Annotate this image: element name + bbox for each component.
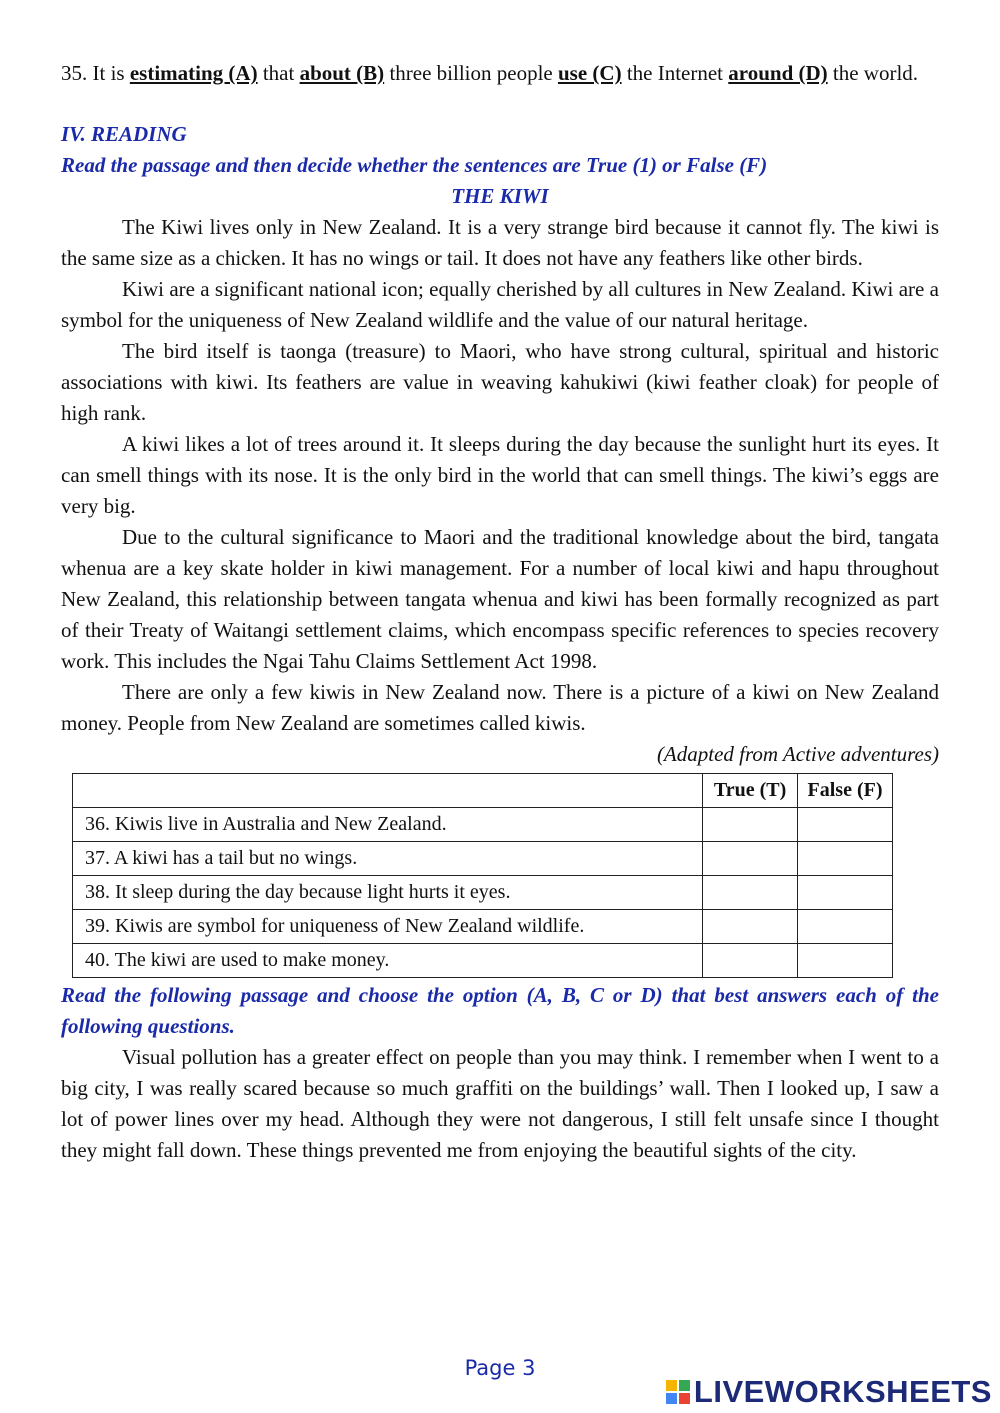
passage-paragraph: There are only a few kiwis in New Zealand now. There is a picture of a kiwi on New Zealand money. People from New Zealand are sometimes called kiwis. (61, 680, 939, 735)
q35-text-2: three billion people (389, 61, 553, 85)
question-35 (61, 58, 939, 89)
reading2-paragraph: Visual pollution has a greater effect on people than you may think. I remember when I went to a big city, I was really scared because so much graffiti on the buildings’ wall. Then I looked up, I saw a lot of power lines over my head. Although they were not dangerous, I still felt unsafe since I thought they might fall down. These things prevented me from enjoying the beautiful sights of the city. (61, 1045, 939, 1162)
q35-option-a[interactable]: estimating (A) (129, 61, 258, 85)
table-header-row (73, 774, 893, 808)
logo-square-green (679, 1380, 690, 1391)
table-row (73, 910, 893, 944)
answer-true-box[interactable] (703, 910, 798, 944)
table-row (73, 944, 893, 978)
passage-title: THE KIWI (451, 184, 549, 208)
liveworksheets-logo[interactable] (666, 1374, 992, 1410)
reading-instruction: Read the passage and then decide whether the sentences are True (1) or False (F) (61, 153, 768, 177)
table-row (73, 808, 893, 842)
q35-text-3: the Internet (626, 61, 724, 85)
answer-true-box[interactable] (703, 842, 798, 876)
answer-false-box[interactable] (798, 944, 893, 978)
answer-false-box[interactable] (798, 808, 893, 842)
logo-mark-icon (666, 1380, 690, 1404)
answer-true-box[interactable] (703, 808, 798, 842)
statement-39: 39. Kiwis are symbol for uniqueness of New Zealand wildlife. (73, 910, 703, 944)
table-row (73, 876, 893, 910)
passage-paragraph: Kiwi are a significant national icon; equally cherished by all cultures in New Zealand. Kiwi are a symbol for the uniqueness of New Zealand wildlife and the value of our natural heritage. (61, 277, 939, 332)
answer-false-box[interactable] (798, 876, 893, 910)
q35-option-d[interactable]: around (D) (728, 61, 828, 85)
passage-paragraph: A kiwi likes a lot of trees around it. It sleeps during the day because the sunlight hurt its eyes. It can smell things with its nose. It is the only bird in the world that can smell things. The kiwi’s eggs are very big. (61, 432, 939, 518)
passage-source: (Adapted from Active adventures) (656, 742, 939, 766)
header-statement (73, 774, 703, 808)
statement-36: 36. Kiwis live in Australia and New Zealand. (73, 808, 703, 842)
q35-text-4: the world. (832, 61, 919, 85)
q35-lead: 35. It is (61, 61, 125, 85)
answer-true-box[interactable] (703, 944, 798, 978)
statement-37: 37. A kiwi has a tail but no wings. (73, 842, 703, 876)
worksheet-page (61, 58, 939, 1166)
statement-38: 38. It sleep during the day because light hurts it eyes. (73, 876, 703, 910)
answer-false-box[interactable] (798, 842, 893, 876)
q35-text-1: that (262, 61, 295, 85)
header-false: False (F) (798, 774, 893, 808)
reading2-instruction: Read the following passage and choose the option (A, B, C or D) that best answers each of the following questions. (61, 983, 939, 1038)
true-false-table (72, 773, 893, 978)
passage-paragraph: The Kiwi lives only in New Zealand. It is a very strange bird because it cannot fly. The kiwi is the same size as a chicken. It has no wings or tail. It does not have any feathers like other birds. (61, 215, 939, 270)
logo-square-red (679, 1393, 690, 1404)
answer-false-box[interactable] (798, 910, 893, 944)
logo-wordmark: LIVEWORKSHEETS (693, 1374, 992, 1409)
section-title: IV. READING (61, 122, 187, 146)
passage-paragraph: Due to the cultural significance to Maori and the traditional knowledge about the bird, tangata whenua are a key skate holder in kiwi management. For a number of local kiwi and hapu throughout New Zealand, this relationship between tangata whenua and kiwi has been formally recognized as part of their Treaty of Waitangi settlement claims, which encompass specific references to species recovery work. This includes the Ngai Tahu Claims Settlement Act 1998. (61, 525, 939, 673)
header-true: True (T) (703, 774, 798, 808)
q35-option-c[interactable]: use (C) (557, 61, 622, 85)
table-row (73, 842, 893, 876)
logo-square-yellow (666, 1380, 677, 1391)
passage-paragraph: The bird itself is taonga (treasure) to Maori, who have strong cultural, spiritual and historic associations with kiwi. Its feathers are value in weaving kahukiwi (kiwi feather cloak) for people of high rank. (61, 339, 939, 425)
statement-40: 40. The kiwi are used to make money. (73, 944, 703, 978)
logo-square-blue (666, 1393, 677, 1404)
page-number: Page 3 (464, 1356, 536, 1380)
answer-true-box[interactable] (703, 876, 798, 910)
q35-option-b[interactable]: about (B) (299, 61, 385, 85)
